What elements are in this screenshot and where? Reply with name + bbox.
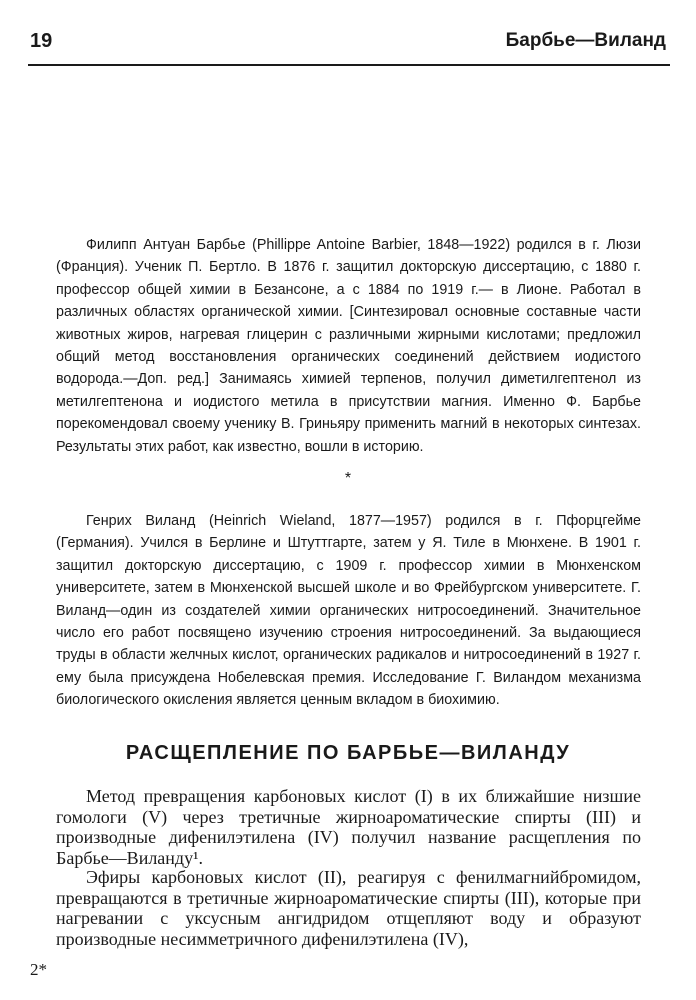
running-title: Барбье—Виланд	[505, 30, 666, 51]
body-paragraph: Метод превращения карбоновых кислот (I) в их ближайшие низшие гомологи (V) через третичные жирноароматические спирты (III) и производные дифенилэтилена (IV) получил название расщепления по Барбье—Виланду¹.	[56, 786, 641, 868]
body-paragraph: Эфиры карбоновых кислот (II), реагируя с фенилмагнийбромидом, превращаются в третичные жирноароматические спирты (III), которые при нагревании с уксусным ангидридом отщепляют воду и образуют производные несимметричного дифенилэтилена (IV),	[56, 867, 641, 949]
section-separator: *	[344, 470, 352, 487]
biography-barbier: Филипп Антуан Барбье (Phillippe Antoine Barbier, 1848—1922) родился в г. Люзи (Франция). Ученик П. Бертло. В 1876 г. защитил докторскую диссертацию, с 1880 г. профессор общей химии в Безансоне, а с 1884 по 1919 г.— в Лионе. Работал в различных областях органической химии. [Синтезировал основные составные части животных жиров, нагревая глицерин с различными жирными кислотами; предложил общий метод восстановления органических соединений действием иодистого водорода.—Доп. ред.] Занимаясь химией терпенов, получил диметилгептенол из метилгептенона и иодистого метила в присутствии магния. Именно Ф. Барбье порекомендовал своему ученику В. Гриньяру применить магний в некоторых синтезах. Результаты этих работ, как известно, вошли в историю.	[56, 237, 641, 455]
page-number: 19	[30, 30, 53, 52]
signature-mark: 2*	[30, 960, 47, 979]
biography-wieland: Генрих Виланд (Heinrich Wieland, 1877—1957) родился в г. Пфорцгейме (Германия). Учился в Берлине и Штуттгарте, затем у Я. Тиле в Мюнхене. В 1901 г. защитил докторскую диссертацию, с 1909 г. профессор химии в Мюнхенском университете, затем в Мюнхенской высшей школе и во Фрейбургском университете. Г. Виланд—один из создателей химии органических нитросоединений. Значительное число его работ посвящено изучению строения нитросоединений. За выдающиеся труды в области желчных кислот, органических радикалов и нитросоединений в 1927 г. ему была присуждена Нобелевская премия. Исследование Г. Виландом механизма биологического окисления является ценным вкладом в биохимию.	[56, 513, 641, 709]
section-title: РАСЩЕПЛЕНИЕ ПО БАРБЬЕ—ВИЛАНДУ	[125, 742, 571, 764]
header-rule	[28, 64, 670, 66]
